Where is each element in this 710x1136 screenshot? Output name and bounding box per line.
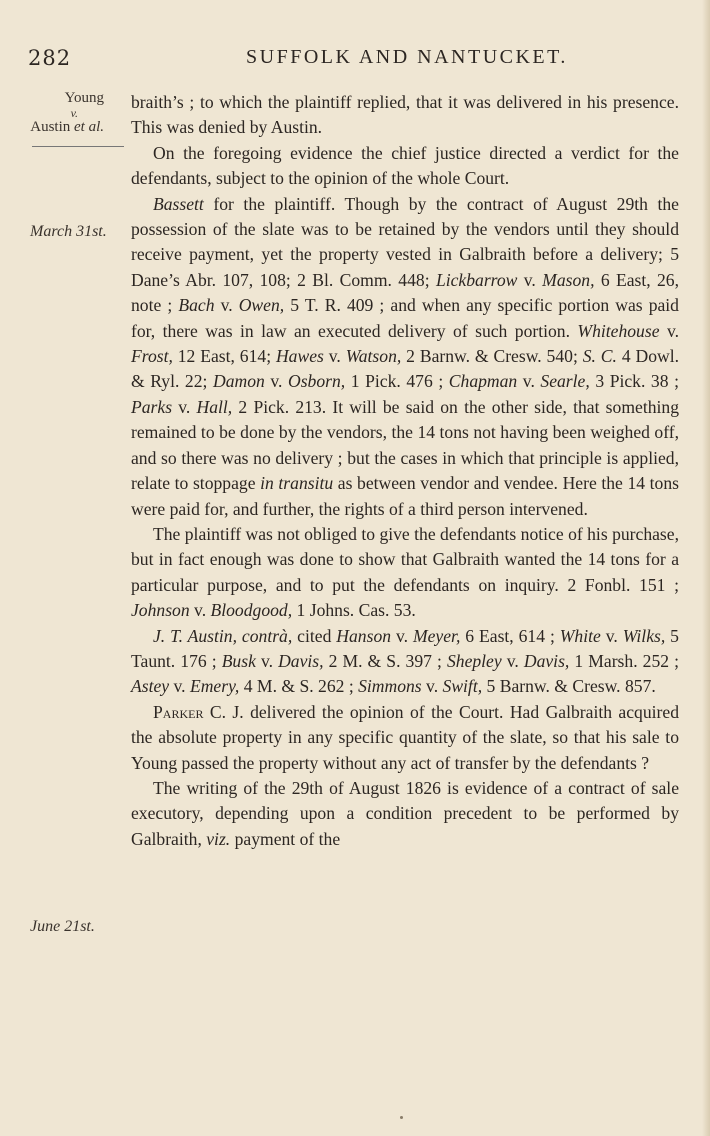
margin-note-march: March 31st. <box>30 223 107 240</box>
body-text <box>131 90 679 852</box>
case-versus: v. <box>70 106 78 120</box>
margin-divider <box>32 146 124 147</box>
paragraph-opinion-intro: Parker C. J. delivered the opinion of the Court. Had Galbraith acquired the absolute property in any specific quantity of the slate, so that his sale to Young passed the property without any act of transfer by the defendants ? <box>131 701 679 773</box>
margin-case-title <box>0 90 104 147</box>
paragraph-notice: The plaintiff was not obliged to give the defendants notice of his purchase, but in fact enough was done to show that Galbraith wanted the 14 tons for a particular purpose, and to put the defendants on inquiry. 2 Fonbl. 151 ; Johnson v. Bloodgood, 1 Johns. Cas. 53. <box>131 523 679 621</box>
page-header <box>28 44 678 78</box>
paragraph-continuation: braith’s ; to which the plaintiff replied, that it was delivered in his presence. This was denied by Austin. <box>131 92 679 138</box>
page-number: 282 <box>28 46 72 70</box>
case-party-plaintiff: Young <box>64 90 104 106</box>
paragraph-opinion-writing: The writing of the 29th of August 1826 is evidence of a contract of sale executory, depending upon a condition precedent to be performed by Galbraith, viz. payment of the <box>131 777 679 849</box>
margin-note-june: June 21st. <box>30 918 95 935</box>
paragraph-defence-citations: J. T. Austin, contrà, cited Hanson v. Meyer, 6 East, 614 ; White v. Wilks, 5 Taunt. 176 ; Busk v. Davis, 2 M. & S. 397 ; Shepley v. Davis, 1 Marsh. 252 ; Astey v. Emery, 4 M. & S. 262 ; Simmons v. Swift, 5 Barnw. & Cresw. 857. <box>131 625 680 697</box>
page-speck <box>400 1116 403 1119</box>
paragraph-plaintiff-argument: Bassett for the plaintiff. Though by the contract of August 29th the possession of the slate was to be retained by the vendors until they should receive payment, yet the property vested in Galbraith before a delivery; 5 Dane’s Abr. 107, 108; 2 Bl. Comm. 448; Lickbarrow v. Mason, 6 East, 26, note ; Bach v. Owen, 5 T. R. 409 ; and when any specific portion was paid for, there was in law an executed delivery of such portion. Whitehouse v. Frost, 12 East, 614; Hawes v. Watson, 2 Barnw. & Cresw. 540; S. C. 4 Dowl. & Ryl. 22; Damon v. Osborn, 1 Pick. 476 ; Chapman v. Searle, 3 Pick. 38 ; Parks v. Hall, 2 Pick. 213. It will be said on the other side, that something remained to be done by the vendors, the 14 tons not having been weighed off, and so there was no delivery ; but the cases in which that principle is applied, relate to stoppage in transitu as between vendor and vendee. Here the 14 tons were paid for, and further, the rights of a third person intervened. <box>131 193 679 519</box>
running-title: SUFFOLK AND NANTUCKET. <box>246 46 568 68</box>
paragraph-verdict: On the foregoing evidence the chief justice directed a verdict for the defendants, subject to the opinion of the whole Court. <box>131 142 679 189</box>
case-party-defendant: Austin et al. <box>30 119 104 135</box>
page-edge-shadow <box>702 0 710 1136</box>
